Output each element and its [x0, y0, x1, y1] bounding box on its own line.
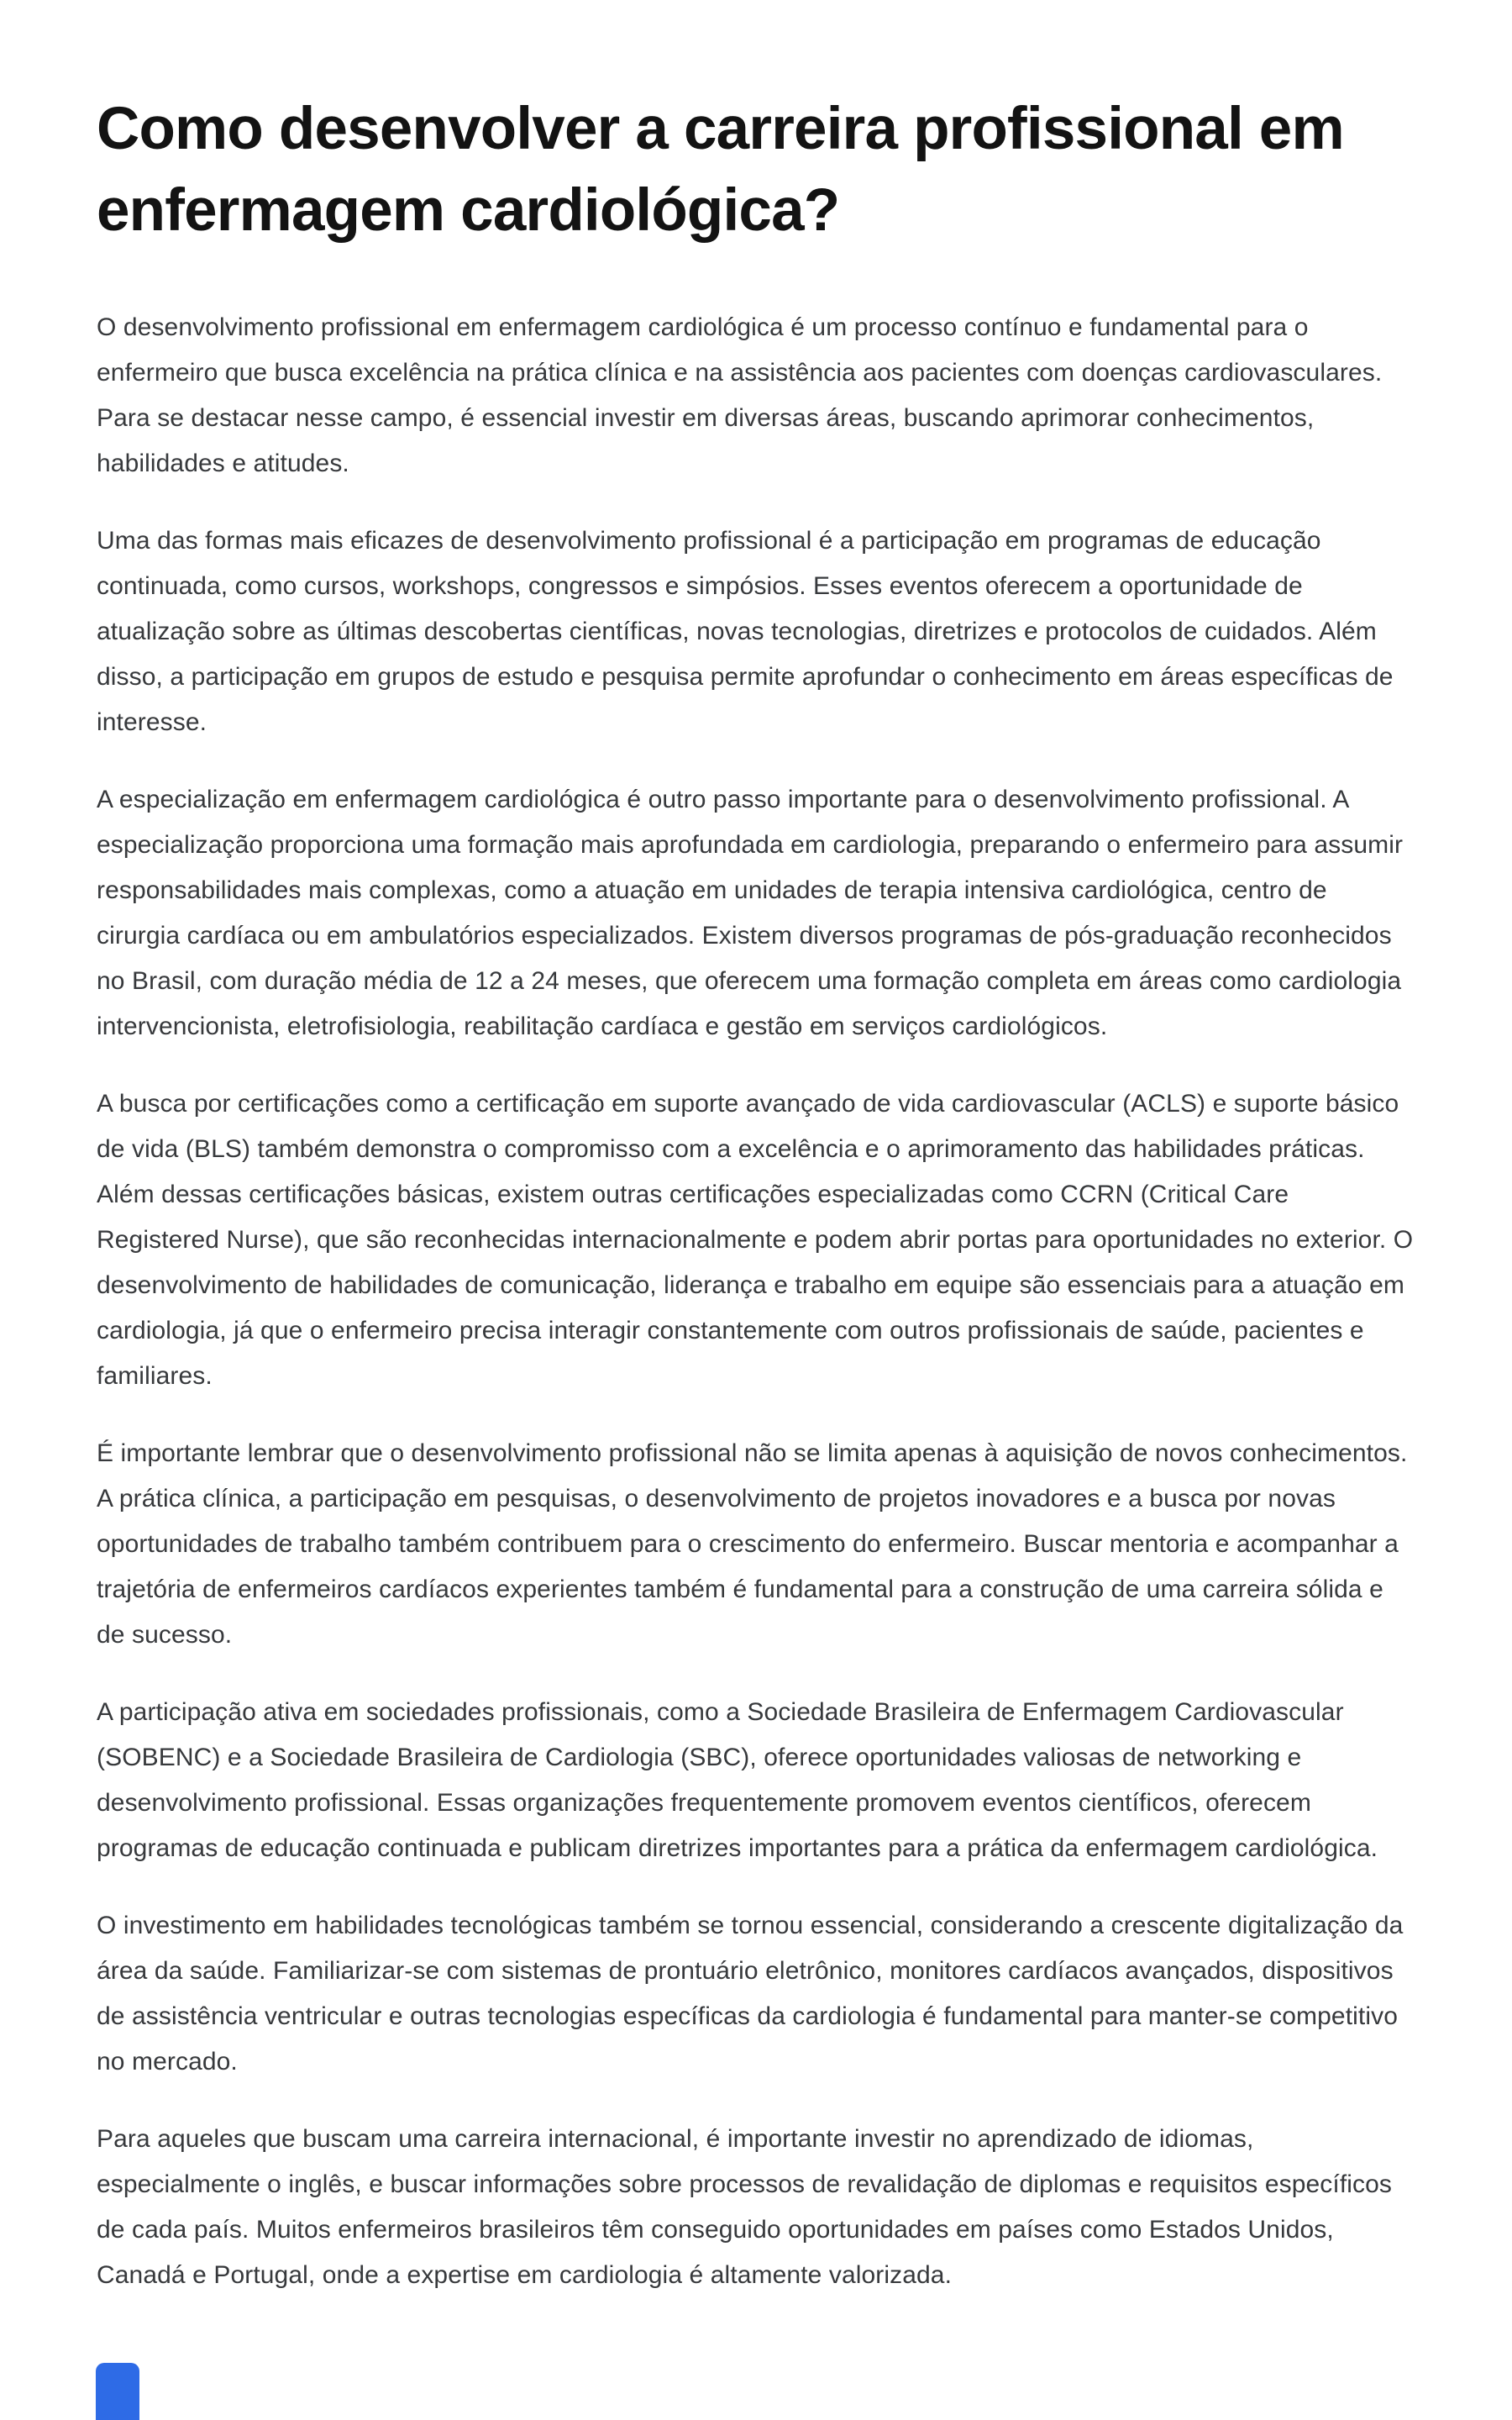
article-paragraph: A busca por certificações como a certificação em suporte avançado de vida cardiovascular (ACLS) e suporte básico de vida (BLS) também demonstra o compromisso com a excelência e o aprimoramento das habilidades práticas. Além dessas certificações básicas, existem outras certificações especializadas como CCRN (Critical Care Registered Nurse), que são reconhecidas internacionalmente e podem abrir portas para oportunidades no exterior. O desenvolvimento de habilidades de comunicação, liderança e trabalho em equipe são essenciais para a atuação em cardiologia, já que o enfermeiro precisa interagir constantemente com outros profissionais de saúde, pacientes e familiares. [97, 1090, 1414, 1391]
article-paragraph: A participação ativa em sociedades profissionais, como a Sociedade Brasileira de Enfermagem Cardiovascular (SOBENC) e a Sociedade Brasileira de Cardiologia (SBC), oferece oportunidades valiosas de networking e desenvolvimento profissional. Essas organizações frequentemente promovem eventos científicos, oferecem programas de educação continuada e publicam diretrizes importantes para a prática da enfermagem cardiológica. [97, 1698, 1378, 1863]
article-paragraph: A especialização em enfermagem cardiológica é outro passo importante para o desenvolvimento profissional. A especialização proporciona uma formação mais aprofundada em cardiologia, preparando o enfermeiro para assumir responsabilidades mais complexas, como a atuação em unidades de terapia intensiva cardiológica, centro de cirurgia cardíaca ou em ambulatórios especializados. Existem diversos programas de pós-graduação reconhecidos no Brasil, com duração média de 12 a 24 meses, que oferecem uma formação completa em áreas como cardiologia intervencionista, eletrofisiologia, reabilitação cardíaca e gestão em serviços cardiológicos. [97, 786, 1404, 1041]
page-title: Como desenvolver a carreira profissional em enfermagem cardiológica? [97, 96, 1344, 244]
article-paragraph: É importante lembrar que o desenvolvimento profissional não se limita apenas à aquisição de novos conhecimentos. A prática clínica, a participação em pesquisas, o desenvolvimento de projetos inovadores e a busca por novas oportunidades de trabalho também contribuem para o crescimento do enfermeiro. Buscar mentoria e acompanhar a trajetória de enfermeiros cardíacos experientes também é fundamental para a construção de uma carreira sólida e de sucesso. [97, 1439, 1408, 1649]
article-paragraph: O desenvolvimento profissional em enfermagem cardiológica é um processo contínuo e fundamental para o enfermeiro que busca excelência na prática clínica e na assistência aos pacientes com doenças cardiovasculares. Para se destacar nesse campo, é essencial investir em diversas áreas, buscando aprimorar conhecimentos, habilidades e atitudes. [97, 313, 1383, 478]
partial-blue-button[interactable] [96, 2363, 139, 2420]
article-paragraph: Para aqueles que buscam uma carreira internacional, é importante investir no aprendizado de idiomas, especialmente o inglês, e buscar informações sobre processos de revalidação de diplomas e requisitos específicos de cada país. Muitos enfermeiros brasileiros têm conseguido oportunidades em países como Estados Unidos, Canadá e Portugal, onde a expertise em cardiologia é altamente valorizada. [97, 2125, 1393, 2290]
article-paragraph: Uma das formas mais eficazes de desenvolvimento profissional é a participação em programas de educação continuada, como cursos, workshops, congressos e simpósios. Esses eventos oferecem a oportunidade de atualização sobre as últimas descobertas científicas, novas tecnologias, diretrizes e protocolos de cuidados. Além disso, a participação em grupos de estudo e pesquisa permite aprofundar o conhecimento em áreas específicas de interesse. [97, 527, 1394, 737]
article-paragraph: O investimento em habilidades tecnológicas também se tornou essencial, considerando a crescente digitalização da área da saúde. Familiarizar-se com sistemas de prontuário eletrônico, monitores cardíacos avançados, dispositivos de assistência ventricular e outras tecnologias específicas da cardiologia é fundamental para manter-se competitivo no mercado. [97, 1912, 1404, 2076]
